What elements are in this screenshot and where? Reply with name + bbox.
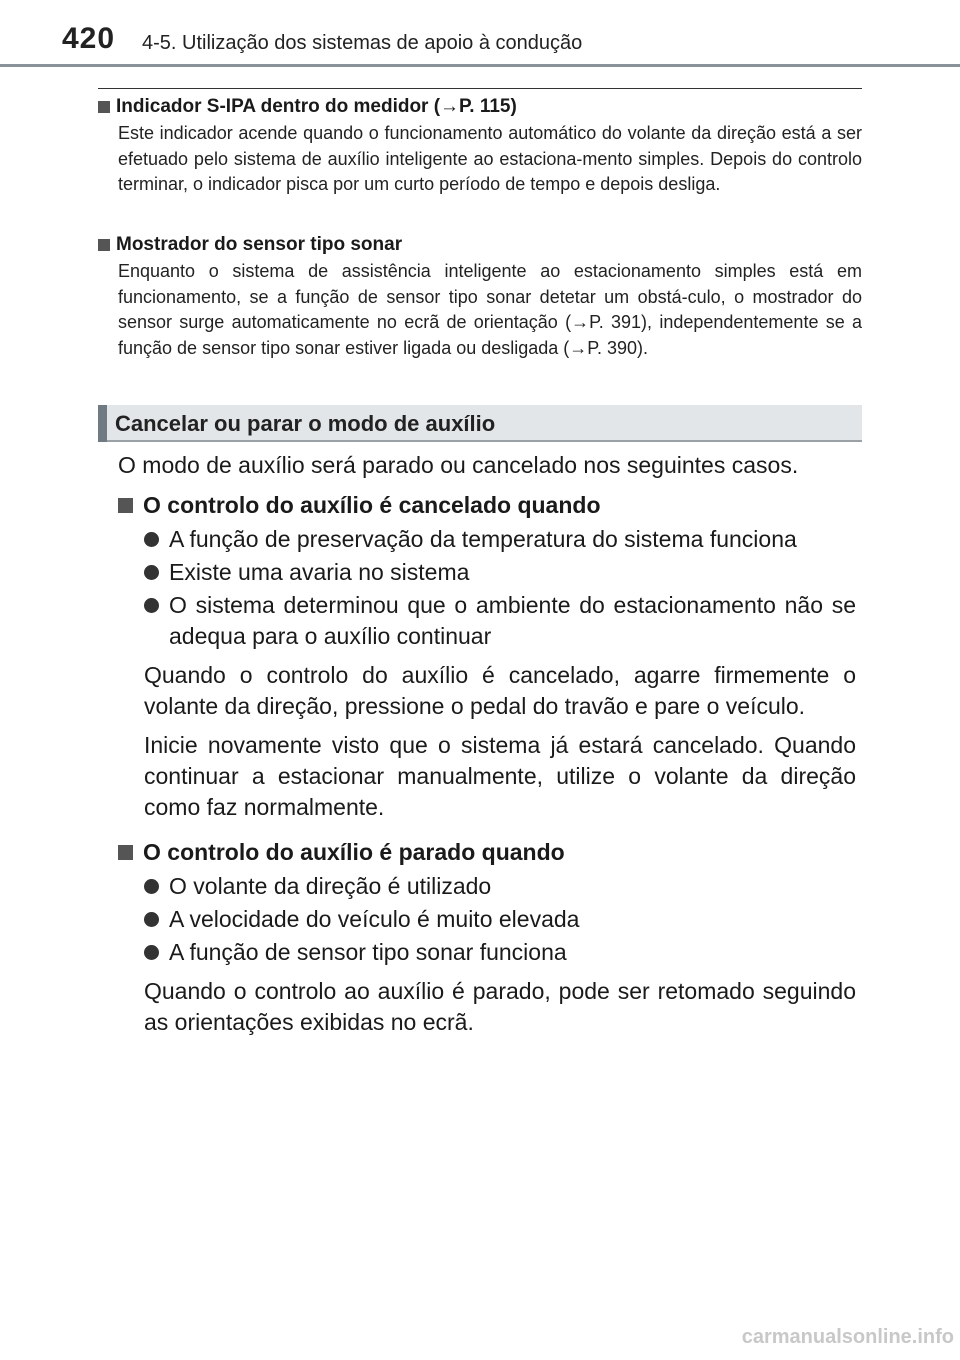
list-item: Existe uma avaria no sistema: [118, 557, 856, 588]
stopped-title: O controlo do auxílio é parado quando: [118, 835, 856, 869]
cancelled-title: O controlo do auxílio é cancelado quando: [118, 488, 856, 522]
sonar-section: [98, 233, 862, 361]
bullet-dot-icon: [144, 532, 159, 547]
header-divider: [0, 64, 960, 67]
square-bullet-icon: [118, 498, 133, 513]
bullet-dot-icon: [144, 565, 159, 580]
page-header: [0, 0, 960, 62]
square-bullet-icon: [118, 845, 133, 860]
bullet-dot-icon: [144, 879, 159, 894]
section-divider: [98, 88, 862, 89]
running-title: 4-5. Utilização dos sistemas de apoio à condução: [142, 32, 583, 54]
banner-title: Cancelar ou parar o modo de auxílio: [115, 411, 496, 436]
cancelled-paragraph: Quando o controlo do auxílio é cancelado, agarre firmemente o volante da direção, pressione o pedal do travão e pare o veículo.: [144, 662, 856, 719]
indicator-body: Este indicador acende quando o funcionamento automático do volante da direção está a ser efetuado pelo sistema de auxílio inteligente ao estaciona-mento simples. Depois do controlo terminar, o indicador pisca por um curto período de tempo e depois desliga.: [118, 123, 862, 194]
indicator-section: [98, 95, 862, 198]
list-item: O volante da direção é utilizado: [118, 871, 856, 902]
list-item: O sistema determinou que o ambiente do estacionamento não se adequa para o auxílio continuar: [118, 590, 856, 652]
sonar-title: Mostrador do sensor tipo sonar: [98, 233, 862, 257]
intro-text: O modo de auxílio será parado ou cancelado nos seguintes casos.: [118, 452, 799, 478]
cancelled-paragraph: Inicie novamente visto que o sistema já estará cancelado. Quando continuar a estacionar manualmente, utilize o volante da direção como faz normalmente.: [144, 732, 856, 820]
page-number: 420: [62, 22, 116, 55]
bullet-dot-icon: [144, 945, 159, 960]
stopped-paragraph: Quando o controlo ao auxílio é parado, pode ser retomado seguindo as orientações exibidas no ecrã.: [144, 978, 856, 1035]
cancelled-list: [118, 524, 856, 652]
sonar-body: Enquanto o sistema de assistência inteligente ao estacionamento simples está em funcionamento, se a função de sensor tipo sonar detetar um obstá-culo, o mostrador do sensor surge automaticamente no ecrã de orientação (→P. 391), independentemente se a função de sensor tipo sonar estiver ligada ou desligada (→P. 390).: [118, 261, 862, 358]
indicator-title: Indicador S-IPA dentro do medidor (→P. 115): [98, 95, 862, 119]
list-item: A função de preservação da temperatura do sistema funciona: [118, 524, 856, 555]
watermark: carmanualsonline.info: [741, 1326, 954, 1348]
bullet-dot-icon: [144, 912, 159, 927]
cancel-section-content: [118, 448, 856, 1038]
stopped-list: [118, 871, 856, 968]
square-bullet-icon: [98, 239, 110, 251]
list-item: A função de sensor tipo sonar funciona: [118, 937, 856, 968]
bullet-dot-icon: [144, 598, 159, 613]
section-banner: [98, 405, 862, 442]
banner-accent-bar: [98, 405, 107, 442]
square-bullet-icon: [98, 101, 110, 113]
list-item: A velocidade do veículo é muito elevada: [118, 904, 856, 935]
